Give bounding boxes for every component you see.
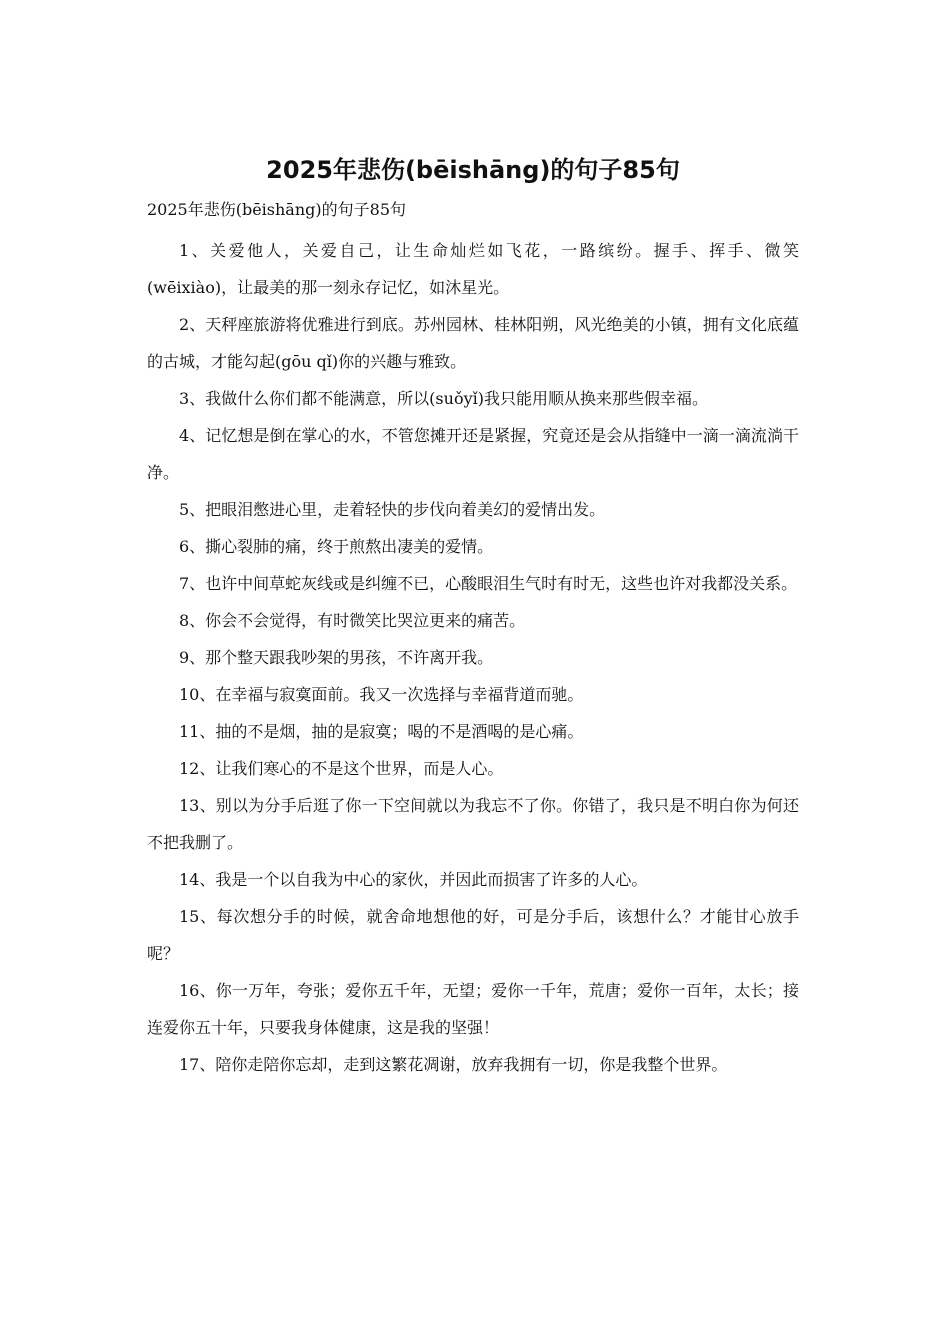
paragraph-4: 4、记忆想是倒在掌心的水，不管您摊开还是紧握，究竟还是会从指缝中一滴一滴流淌干净。 [147,426,799,482]
paragraph-13: 13、别以为分手后逛了你一下空间就以为我忘不了你。你错了，我只是不明白你为何还不把我删了。 [147,796,799,852]
document-title: 2025年悲伤(bēishāng)的句子85句 [266,156,680,184]
paragraph-14: 14、我是一个以自我为中心的家伙，并因此而损害了许多的人心。 [179,870,648,889]
paragraph-11: 11、抽的不是烟，抽的是寂寞；喝的不是酒喝的是心痛。 [179,722,584,741]
paragraph-10: 10、在幸福与寂寞面前。我又一次选择与幸福背道而驰。 [179,685,584,704]
paragraph-6: 6、撕心裂肺的痛，终于煎熬出凄美的爱情。 [179,537,494,556]
paragraph-1: 1、关爱他人，关爱自己，让生命灿烂如飞花，一路缤纷。握手、挥手、微笑(wēixiào)，让最美的那一刻永存记忆，如沐星光。 [147,241,799,297]
paragraph-17: 17、陪你走陪你忘却，走到这繁花凋谢，放弃我拥有一切，你是我整个世界。 [179,1055,728,1074]
paragraph-9: 9、那个整天跟我吵架的男孩，不许离开我。 [179,648,494,667]
paragraph-15: 15、每次想分手的时候，就舍命地想他的好，可是分手后，该想什么？才能甘心放手呢？ [147,907,799,963]
paragraph-list [147,232,799,1083]
paragraph-3: 3、我做什么你们都不能满意，所以(suǒyǐ)我只能用顺从换来那些假幸福。 [179,389,708,408]
paragraph-2: 2、天秤座旅游将优雅进行到底。苏州园林、桂林阳朔，风光绝美的小镇，拥有文化底蕴的古城，才能勾起(gōu qǐ)你的兴趣与雅致。 [147,315,799,371]
document-subtitle: 2025年悲伤(bēishāng)的句子85句 [147,200,406,219]
paragraph-5: 5、把眼泪憋进心里，走着轻快的步伐向着美幻的爱情出发。 [179,500,606,519]
paragraph-12: 12、让我们寒心的不是这个世界，而是人心。 [179,759,504,778]
paragraph-16: 16、你一万年，夸张；爱你五千年，无望；爱你一千年，荒唐；爱你一百年，太长；接连爱你五十年，只要我身体健康，这是我的坚强！ [147,981,799,1037]
paragraph-7: 7、也许中间草蛇灰线或是纠缠不已，心酸眼泪生气时有时无，这些也许对我都没关系。 [179,574,798,593]
paragraph-8: 8、你会不会觉得，有时微笑比哭泣更来的痛苦。 [179,611,526,630]
document-page [147,150,799,1083]
